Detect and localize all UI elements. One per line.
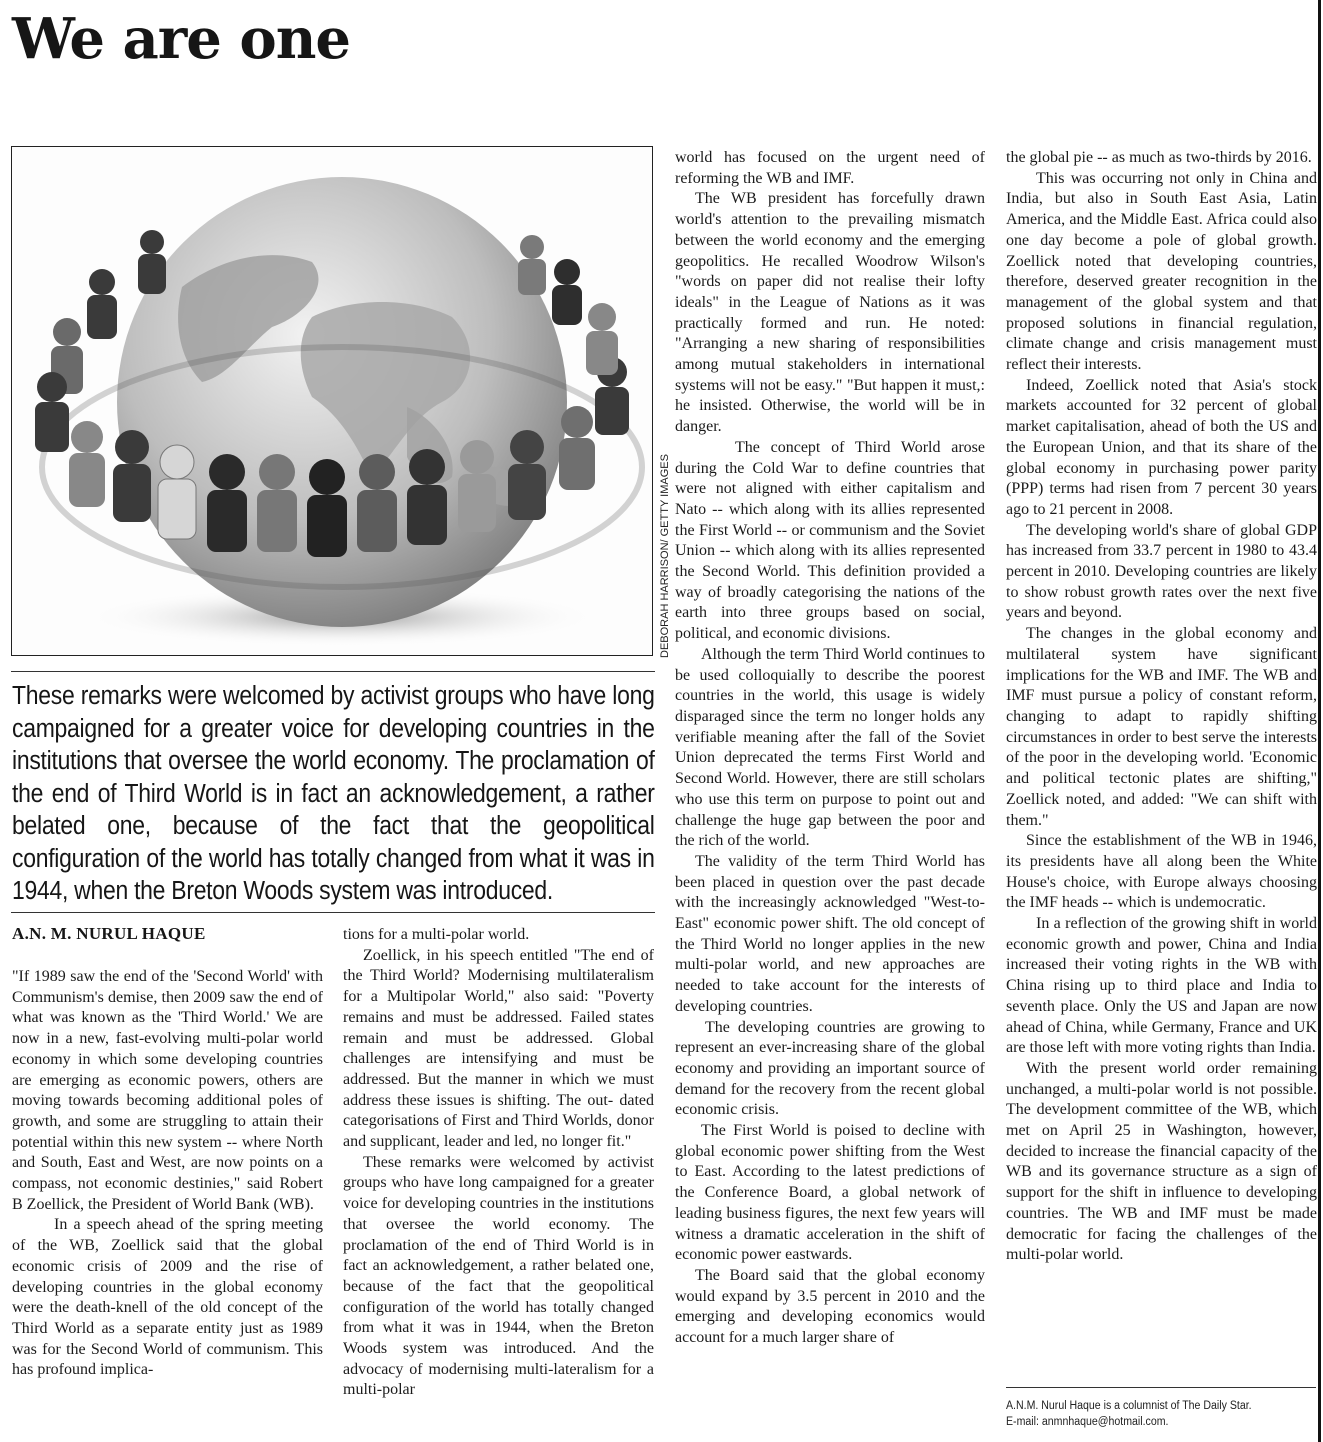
paragraph: The concept of Third World arose during the Cold War to define countries that were not aligned with either capitalism and Nato -- which along with its allies represented the First World -- or communism and the Soviet Union -- which along with its allies represented the Second World. This definition provided a way of broadly categorising the nations of the earth into three groups based on social, political, and economic divisions. [675,438,985,643]
paragraph: world has focused on the urgent need of reforming the WB and IMF. [675,149,985,187]
pull-quote-top-rule [11,671,655,672]
paragraph: These remarks were welcomed by activist groups who have long campaigned for a greater voice for developing countries in the institutions that oversee the world economy. The proclamation of the end of Third World is in fact an acknowledgement, a rather belated one, because of the fact that the geopolitical configuration of the world has totally changed from what it was in 1944, when the Breton Woods system was introduced. And the advocacy of modernising multi-lateralism for a multi-polar [343,1153,654,1399]
paragraph: Indeed, Zoellick noted that Asia's stock markets accounted for 32 percent of global market capitalisation, ahead of both the US and the European Union, and that its share of the global economy in purchasing power parity (PPP) terms had risen from 7 percent 30 years ago to 21 percent in 2008. [1006,376,1317,518]
article-column-1 [12,967,323,1437]
bio-rule [1006,1387,1316,1388]
paragraph: Since the establishment of the WB in 1946, its presidents have all along been the White House's choice, with Europe always choosing the IMF heads -- which is undemocratic. [1006,832,1317,912]
paragraph: Zoellick, in his speech entitled "The end of the Third World? Modernising multilateralism for a Multipolar World," also said: "Poverty remains and must be addressed. Failed states remain and must be addressed. Global challenges are intensifying and must be addressed. But the manner in which we must address these issues is shifting. The out- dated categorisations of First and Third Worlds, donor and supplicant, leader and led, no longer fit." [343,946,654,1151]
paragraph: The developing countries are growing to represent an ever-increasing share of the global economy and providing an important source of demand for the recovery from the recent global economic crisis. [675,1018,985,1119]
paragraph: tions for a multi-polar world. [343,926,530,943]
pull-quote-bottom-rule [11,912,655,913]
paragraph: This was occurring not only in China and India, but also in South East Asia, Latin America, and the Middle East. Africa could also one day become a pole of global growth. Zoellick noted that developing countries, therefore, deserved greater recognition in the management of the global system and that proposed solutions in financial regulation, climate change and crisis management must reflect their interests. [1006,169,1317,374]
paragraph: The developing world's share of global GDP has increased from 33.7 percent in 1980 to 43.4 percent in 2010. Developing countries are likely to show robust growth rates over the next five years and beyond. [1006,521,1317,622]
byline: A.N. M. NURUL HAQUE [12,924,206,943]
paragraph: The changes in the global economy and multilateral system have significant implications for the WB and IMF. The WB and IMF must pursue a policy of constant reform, changing to adapt to rapidly shifting circumstances in order to best serve the interests of the poor in the developing world. 'Economic and political tectonic plates are shifting," Zoellick noted, and added: "We can shift with them." [1006,625,1317,829]
globe-with-paper-people-icon [12,147,652,655]
paragraph: Although the term Third World continues to be used colloquially to describe the poorest countries in the world, this usage is widely disparaged since the term no longer holds any verifiable meaning after the fall of the Soviet Union deprecated the terms First World and Second World. However, there are still scholars who use this term on purpose to point out and challenge the huge gap between the poor and the rich of the world. [675,645,985,850]
paragraph: The First World is poised to decline with global economic power shifting from the West to East. According to the latest predictions of the Conference Board, a global network of leading business figures, the next few years will witness a dramatic acceleration in the shift of economic power eastwards. [675,1122,985,1264]
article-photo [11,146,653,656]
paragraph: "If 1989 saw the end of the 'Second World' with Communism's demise, then 2009 saw the end of what was known as the 'Third World.' We are now in a new, fast-evolving multi-polar world economy in which some developing countries are emerging as economic powers, others are moving towards becoming additional poles of growth, and some are struggling to attain their potential within this new system -- where North and South, East and West, are now points on a compass, not economic destinies," said Robert B Zoellick, the President of World Bank (WB). [12,968,323,1213]
bio-email: E-mail: anmnhaque@hotmail.com. [1006,1415,1169,1428]
paragraph: the global pie -- as much as two-thirds by 2016. [1006,149,1312,166]
bio-line: A.N.M. Nurul Haque is a columnist of The Daily Star. [1006,1400,1252,1412]
article-column-2 [343,925,654,1437]
paragraph: The Board said that the global economy would expand by 3.5 percent in 2010 and the emerging and developing economics would account for a much larger share of [675,1266,985,1347]
headline: We are one [12,6,351,72]
paragraph: In a reflection of the growing shift in world economic growth and power, China and India increased their voting rights in the WB with China rising up to third place and India to seventh place. Only the US and Japan are now ahead of China, while Germany, France and UK are those left with more voting rights than India. [1006,915,1317,1057]
author-bio [1006,1399,1318,1430]
article-column-3 [675,148,985,1438]
page-right-border [1318,0,1321,1442]
pull-quote: These remarks were welcomed by activist groups who have long campaigned for a greater voice for developing countries in the institutions that oversee the world economy. The proclamation of the end of Third World is in fact an acknowledgement, a rather belated one, because of the fact that the geopolitical configuration of the world has totally changed from what it was in 1944, when the Breton Woods system was introduced. [12,682,655,905]
paragraph: With the present world order remaining unchanged, a multi-polar world is not possible. The development committee of the WB, which met on April 25 in Washington, however, decided to increase the financial capacity of the WB and its governance structure as a sign of support for the shift in influence to developing countries. The WB and IMF must be made democratic for facing the challenges of the multi-polar world. [1006,1059,1317,1264]
paragraph: In a speech ahead of the spring meeting of the WB, Zoellick said that the global economic crisis of 2009 and the rise of developing countries in the global economy were the death-knell of the old concept of the Third World as a separate entity just as 1989 was for the Second World of communism. This has profound implica- [12,1216,323,1379]
article-column-4 [1006,148,1317,1384]
photo-credit: DEBORAH HARRISON/ GETTY IMAGES [659,454,671,658]
paragraph: The validity of the term Third World has been placed in question over the past decade with the increasingly acknowledged "West-to-East" economic power shift. The old concept of the Third World no longer applies in the new multi-polar world, and new approaches are needed to take account for the interests of developing countries. [675,852,985,1015]
paragraph: The WB president has forcefully drawn world's attention to the prevailing mismatch between the world economy and the emerging geopolitics. He recalled Woodrow Wilson's "words on paper did not realise their lofty ideals" in the League of Nations as it was practically formed and run. He noted: "Arranging a new sharing of responsibilities among mutual stakeholders in international systems will not be easy." "But happen it must,: he insisted. Otherwise, the world will be in danger. [675,190,985,436]
